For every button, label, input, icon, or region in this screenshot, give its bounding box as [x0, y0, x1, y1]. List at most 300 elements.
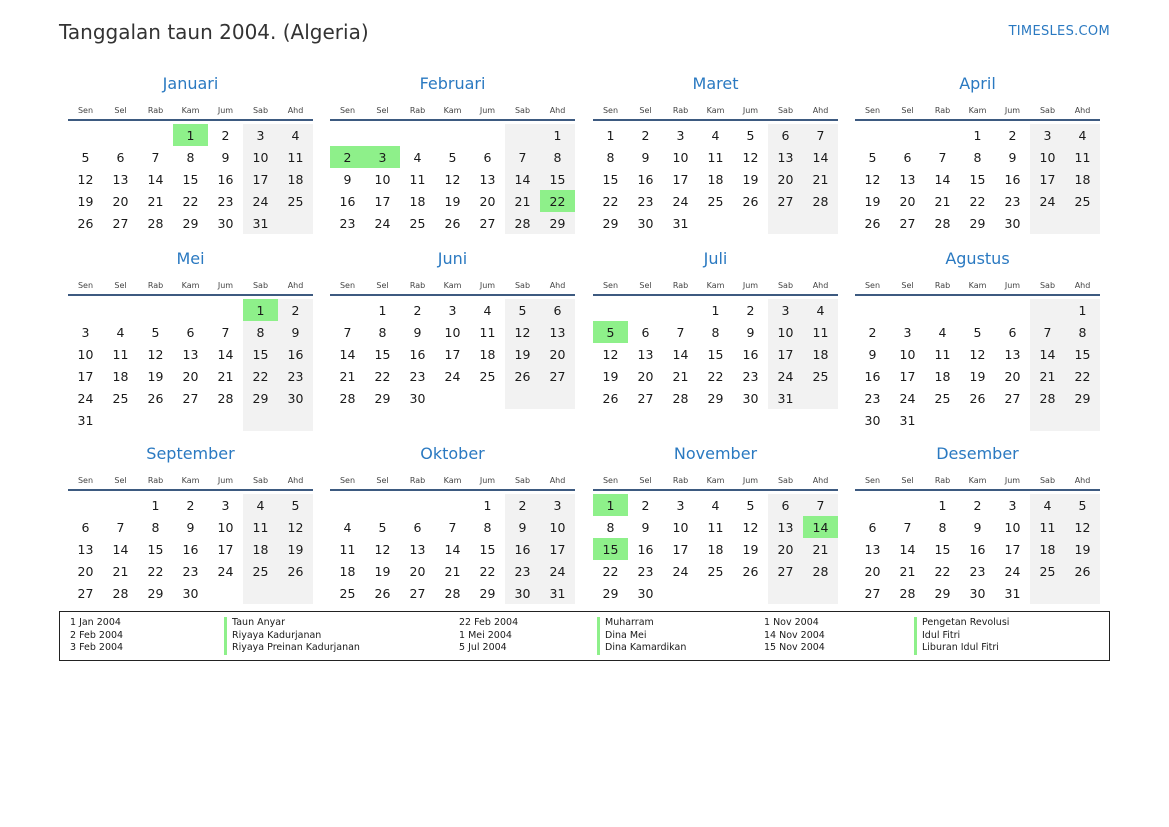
month-juni: [330, 249, 575, 409]
day-cell: 19: [864, 193, 881, 209]
weekday-label: Rab: [934, 475, 951, 485]
day-cell: 7: [151, 149, 160, 165]
day-cell: 18: [1030, 538, 1065, 560]
legend-holiday-name: Idul Fitri: [914, 630, 1009, 643]
day-cell: 10: [672, 149, 689, 165]
day-cell: 11: [1065, 146, 1100, 168]
day-grid: [593, 494, 838, 604]
day-cell: 25: [243, 560, 278, 582]
weekday-label: Rab: [672, 280, 689, 290]
site-link[interactable]: TIMESLES.COM: [1008, 24, 1110, 39]
day-cell: 10: [77, 346, 94, 362]
month-juli: [593, 249, 838, 409]
day-cell: 16: [864, 368, 881, 384]
weekday-label: Sen: [864, 475, 881, 485]
empty-day-cell: [855, 494, 890, 516]
empty-day-cell: [330, 494, 365, 516]
day-cell: 4: [803, 299, 838, 321]
empty-day-cell: [1065, 212, 1100, 234]
day-cell: 19: [742, 171, 759, 187]
weekday-header: [593, 101, 838, 119]
day-cell: 14: [934, 171, 951, 187]
empty-day-cell: [208, 582, 243, 604]
weekday-label: Sen: [864, 280, 881, 290]
day-grid: [68, 124, 313, 234]
day-cell: 16: [409, 346, 426, 362]
month-mei: [68, 249, 313, 431]
empty-day-cell: [68, 299, 103, 321]
day-grid: [855, 124, 1100, 234]
day-grid: [68, 494, 313, 604]
empty-day-cell: [365, 124, 400, 146]
day-cell: 30: [637, 215, 654, 231]
day-cell: 10: [540, 516, 575, 538]
month-desember: [855, 444, 1100, 604]
day-cell: 28: [899, 585, 916, 601]
day-cell: 17: [672, 541, 689, 557]
day-cell: 14: [1030, 343, 1065, 365]
weekday-header: [855, 471, 1100, 489]
weekday-label: Sab: [1039, 105, 1056, 115]
empty-day-cell: [663, 582, 698, 604]
month-divider: [855, 119, 1100, 121]
weekday-label: Ahd: [287, 280, 304, 290]
day-cell: 23: [505, 560, 540, 582]
empty-day-cell: [698, 212, 733, 234]
day-cell: 12: [742, 519, 759, 535]
day-cell: 25: [1065, 190, 1100, 212]
day-cell: 15: [540, 168, 575, 190]
day-cell: 3: [676, 127, 685, 143]
day-cell: 28: [112, 585, 129, 601]
month-april: [855, 74, 1100, 234]
month-divider: [855, 294, 1100, 296]
weekday-label: Kam: [443, 105, 462, 115]
weekday-label: Sen: [77, 280, 94, 290]
month-name: Juni: [437, 249, 468, 268]
empty-day-cell: [470, 124, 505, 146]
day-cell: 17: [444, 346, 461, 362]
day-cell: 26: [864, 215, 881, 231]
legend-date: 3 Feb 2004: [70, 642, 124, 654]
empty-day-cell: [733, 582, 768, 604]
weekday-label: Sel: [901, 105, 914, 115]
day-cell: 8: [540, 146, 575, 168]
legend-dates-3: [764, 617, 825, 655]
day-cell: 30: [864, 412, 881, 428]
day-cell: 4: [278, 124, 313, 146]
day-cell: 17: [768, 343, 803, 365]
day-cell: 10: [768, 321, 803, 343]
day-cell: 12: [969, 346, 986, 362]
day-cell: 29: [540, 212, 575, 234]
day-cell: 4: [1065, 124, 1100, 146]
day-cell: 24: [444, 368, 461, 384]
empty-day-cell: [855, 124, 890, 146]
day-cell: 24: [1004, 563, 1021, 579]
day-cell: 20: [637, 368, 654, 384]
weekday-label: Sen: [339, 105, 356, 115]
weekday-label: Sab: [514, 475, 531, 485]
weekday-label: Sel: [901, 280, 914, 290]
weekday-label: Rab: [672, 475, 689, 485]
day-cell: 26: [278, 560, 313, 582]
day-cell: 17: [243, 168, 278, 190]
day-cell: 25: [1030, 560, 1065, 582]
month-oktober: [330, 444, 575, 604]
day-cell: 13: [77, 541, 94, 557]
day-cell: 23: [1004, 193, 1021, 209]
day-cell: 27: [112, 215, 129, 231]
day-cell: 2: [641, 127, 650, 143]
empty-day-cell: [278, 212, 313, 234]
empty-day-cell: [890, 494, 925, 516]
day-cell: 7: [903, 519, 912, 535]
empty-day-cell: [1065, 582, 1100, 604]
empty-day-cell: [505, 387, 540, 409]
empty-day-cell: [1030, 409, 1065, 431]
day-cell: 18: [803, 343, 838, 365]
day-cell: 9: [343, 171, 352, 187]
day-cell: 11: [409, 171, 426, 187]
day-cell: 24: [672, 563, 689, 579]
day-cell: 20: [768, 168, 803, 190]
day-cell: 27: [899, 215, 916, 231]
day-cell: 18: [339, 563, 356, 579]
day-cell: 24: [768, 365, 803, 387]
day-cell: 29: [707, 390, 724, 406]
day-cell: 23: [278, 365, 313, 387]
weekday-label: Jum: [1004, 475, 1021, 485]
day-cell: 22: [969, 193, 986, 209]
day-cell: 4: [343, 519, 352, 535]
day-cell: 5: [868, 149, 877, 165]
day-cell: 2: [186, 497, 195, 513]
day-cell: 6: [768, 494, 803, 516]
day-cell: 16: [969, 541, 986, 557]
month-name: Februari: [419, 74, 486, 93]
weekday-label: Rab: [409, 475, 426, 485]
month-februari: [330, 74, 575, 234]
weekday-label: Jum: [742, 475, 759, 485]
day-cell: 22: [934, 563, 951, 579]
weekday-label: Jum: [742, 105, 759, 115]
day-cell: 11: [112, 346, 129, 362]
weekday-header: [330, 471, 575, 489]
day-cell: 15: [147, 541, 164, 557]
weekday-label: Ahd: [1074, 280, 1091, 290]
day-cell: 19: [374, 563, 391, 579]
weekday-label: Sab: [777, 475, 794, 485]
day-cell: 5: [505, 299, 540, 321]
day-cell: 11: [1030, 516, 1065, 538]
day-cell: 5: [378, 519, 387, 535]
weekday-label: Jum: [217, 105, 234, 115]
day-cell: 28: [934, 215, 951, 231]
day-cell: 22: [1065, 365, 1100, 387]
weekday-label: Sen: [339, 280, 356, 290]
month-september: [68, 444, 313, 604]
day-cell: 4: [116, 324, 125, 340]
day-cell: 30: [637, 585, 654, 601]
holiday-day-cell: 14: [803, 516, 838, 538]
empty-day-cell: [960, 409, 995, 431]
empty-day-cell: [663, 299, 698, 321]
empty-day-cell: [68, 124, 103, 146]
day-cell: 8: [186, 149, 195, 165]
legend-date: 22 Feb 2004: [459, 617, 519, 628]
day-cell: 13: [409, 541, 426, 557]
day-cell: 26: [602, 390, 619, 406]
weekday-label: Sab: [252, 475, 269, 485]
day-cell: 13: [637, 346, 654, 362]
day-cell: 15: [182, 171, 199, 187]
day-grid: [593, 124, 838, 234]
weekday-label: Kam: [706, 475, 725, 485]
legend-names-2: [597, 617, 686, 655]
empty-day-cell: [138, 299, 173, 321]
empty-day-cell: [365, 494, 400, 516]
legend-holiday-name: Liburan Idul Fitri: [914, 642, 1009, 655]
day-cell: 12: [278, 516, 313, 538]
day-cell: 30: [409, 390, 426, 406]
day-cell: 27: [182, 390, 199, 406]
day-cell: 25: [707, 563, 724, 579]
day-cell: 27: [637, 390, 654, 406]
legend-names-1: [224, 617, 360, 655]
month-divider: [593, 294, 838, 296]
day-cell: 1: [938, 497, 947, 513]
day-cell: 28: [217, 390, 234, 406]
day-cell: 16: [339, 193, 356, 209]
day-cell: 15: [374, 346, 391, 362]
weekday-label: Jum: [479, 475, 496, 485]
day-cell: 10: [899, 346, 916, 362]
day-cell: 22: [243, 365, 278, 387]
legend-date: 14 Nov 2004: [764, 629, 825, 641]
holiday-day-cell: 15: [593, 538, 628, 560]
day-cell: 29: [243, 387, 278, 409]
day-cell: 14: [147, 171, 164, 187]
day-cell: 28: [444, 585, 461, 601]
weekday-label: Sel: [114, 280, 127, 290]
day-cell: 23: [409, 368, 426, 384]
day-cell: 9: [278, 321, 313, 343]
day-cell: 1: [151, 497, 160, 513]
day-cell: 6: [81, 519, 90, 535]
empty-day-cell: [470, 387, 505, 409]
day-cell: 10: [1004, 519, 1021, 535]
day-cell: 11: [707, 149, 724, 165]
day-cell: 24: [899, 390, 916, 406]
weekday-label: Jum: [217, 280, 234, 290]
empty-day-cell: [733, 212, 768, 234]
day-cell: 15: [602, 171, 619, 187]
weekday-label: Jum: [479, 280, 496, 290]
day-cell: 16: [637, 541, 654, 557]
day-cell: 5: [151, 324, 160, 340]
day-cell: 13: [182, 346, 199, 362]
day-cell: 31: [768, 387, 803, 409]
weekday-label: Sel: [114, 475, 127, 485]
empty-day-cell: [1030, 582, 1065, 604]
empty-day-cell: [803, 582, 838, 604]
day-cell: 2: [868, 324, 877, 340]
legend-names-3: [914, 617, 1009, 655]
day-cell: 14: [505, 168, 540, 190]
month-november: [593, 444, 838, 604]
day-cell: 12: [742, 149, 759, 165]
day-cell: 25: [339, 585, 356, 601]
day-cell: 23: [637, 563, 654, 579]
weekday-label: Sen: [77, 105, 94, 115]
weekday-label: Ahd: [812, 280, 829, 290]
weekday-label: Kam: [443, 280, 462, 290]
legend-holiday-name: Dina Kamardikan: [597, 642, 686, 655]
day-cell: 24: [243, 190, 278, 212]
weekday-label: Kam: [968, 280, 987, 290]
day-cell: 26: [147, 390, 164, 406]
day-cell: 20: [768, 538, 803, 560]
weekday-label: Ahd: [549, 105, 566, 115]
day-cell: 25: [803, 365, 838, 387]
day-cell: 20: [540, 343, 575, 365]
day-cell: 7: [938, 149, 947, 165]
day-cell: 21: [1030, 365, 1065, 387]
day-cell: 9: [186, 519, 195, 535]
day-cell: 23: [742, 368, 759, 384]
day-cell: 18: [479, 346, 496, 362]
day-cell: 28: [803, 190, 838, 212]
month-name: Juli: [703, 249, 728, 268]
day-cell: 4: [938, 324, 947, 340]
day-cell: 6: [186, 324, 195, 340]
day-cell: 13: [768, 146, 803, 168]
day-cell: 22: [707, 368, 724, 384]
day-cell: 11: [278, 146, 313, 168]
day-cell: 21: [112, 563, 129, 579]
day-grid: [855, 299, 1100, 431]
day-cell: 16: [1004, 171, 1021, 187]
day-cell: 7: [448, 519, 457, 535]
day-cell: 6: [641, 324, 650, 340]
empty-day-cell: [243, 409, 278, 431]
day-cell: 14: [672, 346, 689, 362]
day-cell: 31: [672, 215, 689, 231]
day-cell: 26: [742, 563, 759, 579]
weekday-header: [855, 101, 1100, 119]
day-cell: 4: [711, 497, 720, 513]
day-cell: 24: [77, 390, 94, 406]
day-cell: 21: [217, 368, 234, 384]
empty-day-cell: [68, 494, 103, 516]
day-cell: 17: [1030, 168, 1065, 190]
day-cell: 10: [243, 146, 278, 168]
weekday-label: Rab: [147, 105, 164, 115]
month-name: Desember: [936, 444, 1019, 463]
day-grid: [330, 494, 575, 604]
day-cell: 9: [868, 346, 877, 362]
day-cell: 27: [479, 215, 496, 231]
day-cell: 11: [803, 321, 838, 343]
day-cell: 10: [672, 519, 689, 535]
day-cell: 23: [864, 390, 881, 406]
day-cell: 30: [182, 585, 199, 601]
weekday-label: Sab: [777, 105, 794, 115]
empty-day-cell: [103, 494, 138, 516]
day-cell: 14: [339, 346, 356, 362]
weekday-label: Sel: [376, 475, 389, 485]
weekday-label: Sab: [514, 105, 531, 115]
day-cell: 9: [505, 516, 540, 538]
weekday-label: Jum: [1004, 280, 1021, 290]
day-cell: 21: [934, 193, 951, 209]
day-cell: 15: [479, 541, 496, 557]
weekday-header: [855, 276, 1100, 294]
day-cell: 8: [938, 519, 947, 535]
month-name: Januari: [162, 74, 219, 93]
weekday-label: Sel: [376, 105, 389, 115]
day-cell: 23: [339, 215, 356, 231]
day-cell: 17: [374, 193, 391, 209]
day-cell: 20: [899, 193, 916, 209]
month-name: November: [673, 444, 758, 463]
day-cell: 18: [707, 541, 724, 557]
legend-dates-2: [459, 617, 518, 655]
empty-day-cell: [960, 299, 995, 321]
legend-date: 1 Nov 2004: [764, 617, 819, 628]
day-cell: 24: [374, 215, 391, 231]
day-cell: 6: [768, 124, 803, 146]
day-cell: 13: [479, 171, 496, 187]
day-cell: 27: [540, 365, 575, 387]
weekday-label: Sen: [602, 475, 619, 485]
weekday-label: Sab: [1039, 475, 1056, 485]
day-cell: 17: [77, 368, 94, 384]
weekday-header: [68, 101, 313, 119]
day-cell: 30: [1004, 215, 1021, 231]
empty-day-cell: [103, 124, 138, 146]
day-cell: 26: [77, 215, 94, 231]
empty-day-cell: [1030, 212, 1065, 234]
day-cell: 10: [1030, 146, 1065, 168]
day-cell: 28: [1030, 387, 1065, 409]
empty-day-cell: [435, 124, 470, 146]
day-cell: 23: [969, 563, 986, 579]
day-cell: 3: [903, 324, 912, 340]
day-cell: 21: [803, 168, 838, 190]
day-cell: 11: [479, 324, 496, 340]
weekday-header: [68, 471, 313, 489]
weekday-label: Sel: [376, 280, 389, 290]
empty-day-cell: [855, 299, 890, 321]
day-cell: 13: [1004, 346, 1021, 362]
empty-day-cell: [925, 124, 960, 146]
day-cell: 7: [1030, 321, 1065, 343]
day-cell: 2: [221, 127, 230, 143]
day-cell: 19: [77, 193, 94, 209]
day-cell: 22: [182, 193, 199, 209]
day-cell: 25: [479, 368, 496, 384]
day-cell: 3: [540, 494, 575, 516]
day-cell: 2: [746, 302, 755, 318]
weekday-label: Sen: [864, 105, 881, 115]
day-cell: 26: [374, 585, 391, 601]
weekday-label: Sel: [639, 475, 652, 485]
day-cell: 24: [540, 560, 575, 582]
day-cell: 16: [505, 538, 540, 560]
empty-day-cell: [1030, 299, 1065, 321]
